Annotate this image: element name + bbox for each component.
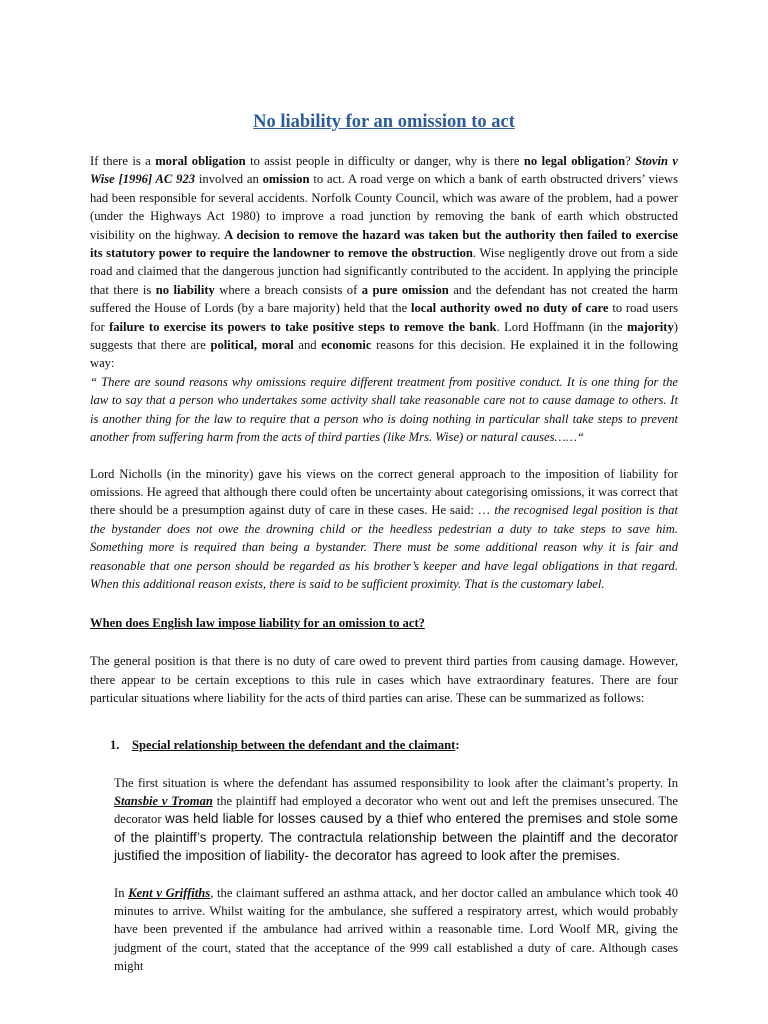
bold-term: failure to exercise its powers to take positive steps to remove the bank (109, 319, 497, 334)
heading-number: 1. (110, 737, 120, 752)
text-run: and the defendant has not created the harm suffered the House of Lords (by a bare majority) held that the (90, 282, 678, 316)
document-title: No liability for an omission to act (253, 112, 515, 132)
paragraph-nicholls (90, 465, 678, 594)
text-run: reasons for this decision. He explained it in the following way: (90, 338, 678, 371)
case-citation: Stovin v Wise [1996] AC 923 (90, 154, 678, 187)
bold-term: political, moral (210, 338, 294, 353)
paragraph-general-position: The general position is that there is no duty of care owed to prevent third parties from causing damage. However, there appear to be certain exceptions to this rule in cases which have extraordinary features. There are four particular situations where liability for the acts of third parties can arise. These can be summarized as follows: (90, 654, 678, 706)
bold-term: a pure omission (361, 282, 449, 297)
bold-term: A decision to remove the hazard was taken but the authority then failed to exercise its statutory power to require the landowner to remove the obstruction (90, 227, 678, 261)
paragraph-stansbie (90, 774, 678, 866)
text-run: If there is a (90, 154, 156, 168)
spacer (90, 866, 678, 884)
bold-term: no legal obligation (523, 154, 626, 168)
text-run: . Lord Hoffmann (in the (496, 319, 627, 334)
paragraph-kent (90, 884, 678, 976)
text-run: The first situation is where the defendant has assumed responsibility to look after the claimant’s property. In (114, 775, 678, 790)
bold-term: omission (262, 172, 310, 187)
paragraph-stovin (90, 152, 678, 373)
bold-term: economic (321, 338, 372, 353)
text-run: , the claimant suffered an asthma attack, and her doctor called an ambulance which took 40 minutes to arrive. Whilst waiting for the ambulance, she suffered a respiratory arrest, which would probably have been prevented if the ambulance had arrived within a reasonable time. Lord Woolf MR, giving the judgment of the court, stated that the acceptance of the 999 call established a duty of care. Although cases might (114, 885, 678, 974)
text-run: the plaintiff had employed a decorator who went out and left the premises unsecured. The decorator (114, 793, 678, 827)
text-run: where a breach consists of (214, 282, 362, 297)
text-run: and (293, 338, 322, 353)
text-run: Lord Nicholls (in the minority) gave his views on the correct general approach to the imposition of liability for omissions. He agreed that although there could often be uncertainty about categorising omissions, it was correct that there should be a presumption against duty of care in these cases. He said: … (90, 466, 678, 518)
numbered-heading-1 (90, 736, 678, 754)
text-run: involved an (195, 172, 263, 187)
hoffmann-quote: “ There are sound reasons why omissions require different treatment from positive conduct. It is one thing for the law to say that a person who undertakes some activity shall take reasonable care not to cause damage to others. It is another thing for the law to require that a person who is doing nothing in particular shall take steps to prevent another from suffering harm from the acts of third parties (like Mrs. Wise) or natural causes……“ (90, 374, 678, 445)
bold-term: moral obligation (155, 154, 246, 168)
text-run: In (114, 885, 129, 900)
text-run: ) suggests that there are (90, 319, 678, 353)
bold-term: no liability (155, 282, 215, 297)
heading-colon: : (455, 737, 460, 752)
section-heading: When does English law impose liability for an omission to act? (90, 616, 425, 631)
bold-term: local authority owed no duty of care (411, 301, 609, 316)
text-run: to road users for (90, 301, 678, 334)
text-run-sans: was held liable for losses caused by a thief who entered the premises and stole some of the plaintiff’s property. The contractula relationship between the plaintiff and the decorator justified the imposition of liability- the decorator has agreed to look after the premises. (114, 811, 679, 864)
case-citation: Stansbie v Troman (114, 793, 213, 808)
text-run: to assist people in difficulty or danger, why is there (245, 154, 524, 168)
spacer (90, 447, 678, 465)
bold-term: majority (626, 319, 674, 334)
case-citation: Kent v Griffiths (128, 885, 211, 900)
text-run: . Wise negligently drove out from a side road and claimed that the dangerous junction had significantly contributed to the accident. In applying the principle that there is (90, 246, 678, 297)
nicholls-quote: the recognised legal position is that the bystander does not owe the drowning child or the heedless pedestrian a duty to take steps to save him. Something more is required than being a bystander. There must be some additional reason why it is fair and reasonable that one person should be regarded as his brother’s keeper and have legal obligations in that regard. When this additional reason exists, there is said to be sufficient proximity. That is the customary label. (90, 503, 678, 591)
text-run: ? (625, 154, 636, 168)
heading-text: Special relationship between the defendant and the claimant (132, 737, 456, 752)
text-run: to act. A road verge on which a bank of earth obstructed drivers’ views had been responsible for several accidents. Norfolk County Council, which was aware of the problem, had a power (under the Highways Act 1980) to improve a road junction by removing the bank of earth which obstructed visibility on the highway. (90, 172, 678, 242)
